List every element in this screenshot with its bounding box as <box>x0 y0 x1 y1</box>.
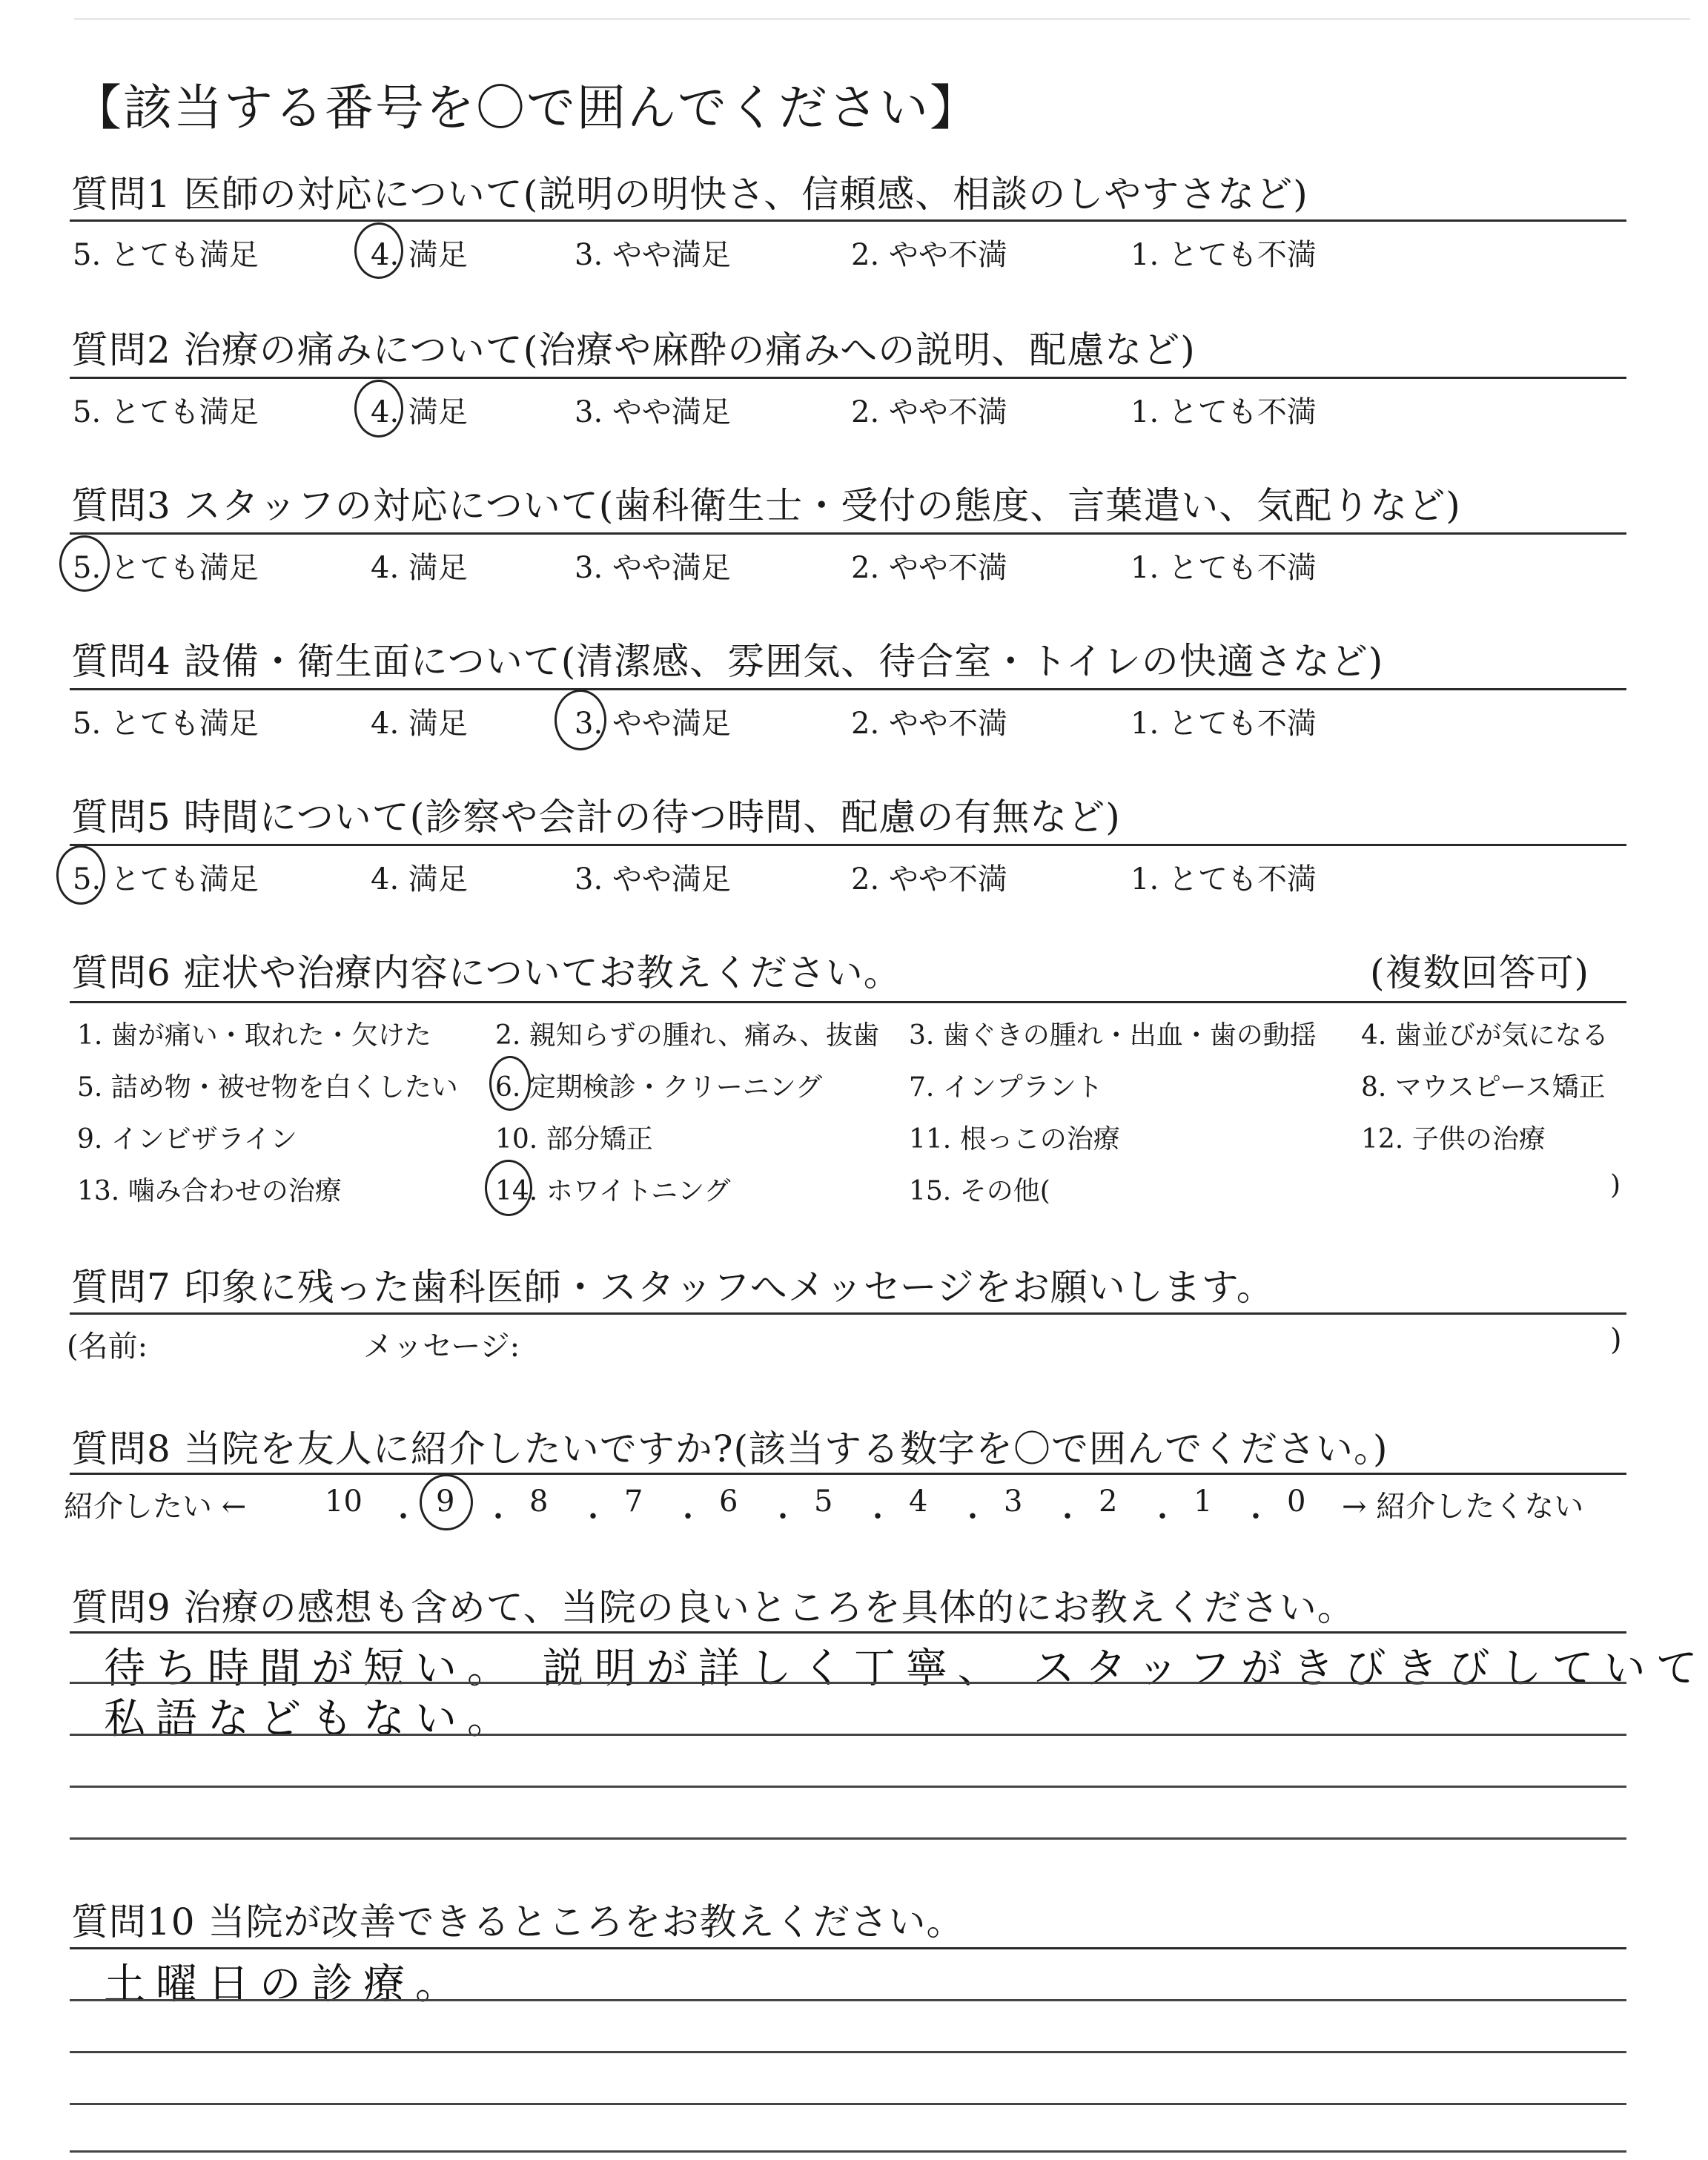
q2-option-3[interactable]: 3. やや満足 <box>575 395 731 429</box>
q1-selection-circle <box>354 222 403 279</box>
q6-item-3[interactable]: 3. 歯ぐきの腫れ・出血・歯の動揺 <box>909 1020 1317 1051</box>
q6-item-13[interactable]: 13. 噛み合わせの治療 <box>77 1176 342 1206</box>
q8-number-2[interactable]: 2 <box>1099 1484 1118 1519</box>
q8-separator: ・ <box>863 1500 893 1534</box>
question-5-label: 質問5 時間について(診察や会計の待つ時間、配慮の有無など) <box>71 796 1121 839</box>
question-6-note: (複数回答可) <box>1370 951 1590 994</box>
q9-answer-rule <box>70 1786 1626 1788</box>
q8-separator: ・ <box>958 1500 987 1534</box>
q1-option-4[interactable]: 4. 満足 <box>371 238 468 272</box>
question-3-label: 質問3 スタッフの対応について(歯科衛生士・受付の態度、言葉遣い、気配りなど) <box>71 484 1461 527</box>
q8-number-1[interactable]: 1 <box>1194 1484 1213 1519</box>
q5-selection-circle <box>56 845 105 905</box>
q8-number-6[interactable]: 6 <box>719 1484 738 1519</box>
q6-item-6[interactable]: 6. 定期検診・クリーニング <box>495 1072 823 1103</box>
q8-selection-circle <box>420 1474 473 1530</box>
q3-option-3[interactable]: 3. やや満足 <box>575 551 731 585</box>
q2-option-2[interactable]: 2. やや不満 <box>851 395 1007 429</box>
q5-option-2[interactable]: 2. やや不満 <box>851 862 1007 896</box>
q8-separator: ・ <box>1053 1500 1082 1534</box>
question-1-rule <box>70 219 1626 222</box>
question-7-rule <box>70 1312 1626 1315</box>
q3-option-2[interactable]: 2. やや不満 <box>851 551 1007 585</box>
q10-answer-rule <box>70 1999 1626 2001</box>
q2-option-4[interactable]: 4. 満足 <box>371 395 468 429</box>
q8-number-3[interactable]: 3 <box>1004 1484 1023 1519</box>
question-2-label: 質問2 治療の痛みについて(治療や麻酔の痛みへの説明、配慮など) <box>71 328 1196 371</box>
q3-option-5[interactable]: 5. とても満足 <box>73 551 259 585</box>
q5-option-1[interactable]: 1. とても不満 <box>1131 862 1317 896</box>
q6-item-15-close-paren: ) <box>1610 1170 1621 1200</box>
question-1-label: 質問1 医師の対応について(説明の明快さ、信頼感、相談のしやすさなど) <box>71 173 1308 216</box>
q6-item-14-selection-circle <box>485 1160 532 1216</box>
question-8-rule <box>70 1473 1626 1475</box>
q8-right-label: → 紹介したくない <box>1342 1490 1584 1524</box>
q6-item-6-selection-circle <box>489 1056 531 1111</box>
q8-separator: ・ <box>578 1500 608 1534</box>
page-top-edge <box>74 18 1690 20</box>
q10-answer-rule <box>70 2103 1626 2105</box>
q3-selection-circle <box>59 535 110 592</box>
q6-item-11[interactable]: 11. 根っこの治療 <box>909 1124 1120 1155</box>
q6-item-14[interactable]: 14. ホワイトニング <box>495 1176 731 1206</box>
question-6-rule <box>70 1001 1626 1003</box>
q6-item-15-other[interactable]: 15. その他( <box>909 1176 1050 1206</box>
question-9-label: 質問9 治療の感想も含めて、当院の良いところを具体的にお教えください。 <box>71 1586 1355 1629</box>
q10-answer-line-1[interactable]: 土曜日の診療。 <box>104 1961 467 2009</box>
q6-item-2[interactable]: 2. 親知らずの腫れ、痛み、抜歯 <box>495 1020 880 1051</box>
q4-option-3[interactable]: 3. やや満足 <box>575 707 731 741</box>
q4-option-2[interactable]: 2. やや不満 <box>851 707 1007 741</box>
q2-option-1[interactable]: 1. とても不満 <box>1131 395 1317 429</box>
q8-separator: ・ <box>768 1500 798 1534</box>
q4-option-1[interactable]: 1. とても不満 <box>1131 707 1317 741</box>
question-6-label: 質問6 症状や治療内容についてお教えください。 <box>71 951 901 994</box>
q6-item-12[interactable]: 12. 子供の治療 <box>1361 1124 1546 1155</box>
page-title: 【該当する番号を〇で囲んでください】 <box>73 79 980 136</box>
q1-option-3[interactable]: 3. やや満足 <box>575 238 731 272</box>
q8-number-8[interactable]: 8 <box>529 1484 549 1519</box>
question-5-rule <box>70 844 1626 846</box>
q9-answer-rule <box>70 1734 1626 1736</box>
q6-item-4[interactable]: 4. 歯並びが気になる <box>1361 1020 1609 1051</box>
q7-close-paren: ) <box>1610 1323 1622 1357</box>
question-8-label: 質問8 当院を友人に紹介したいですか?(該当する数字を〇で囲んでください。) <box>71 1427 1388 1470</box>
q7-message-label: メッセージ: <box>363 1330 520 1364</box>
q1-option-1[interactable]: 1. とても不満 <box>1131 238 1317 272</box>
q4-option-4[interactable]: 4. 満足 <box>371 707 468 741</box>
q2-selection-circle <box>354 380 403 437</box>
q8-separator: ・ <box>1241 1500 1271 1534</box>
q4-selection-circle <box>555 690 606 750</box>
question-10-rule <box>70 1947 1626 1949</box>
question-4-label: 質問4 設備・衛生面について(清潔感、雰囲気、待合室・トイレの快適さなど) <box>71 640 1384 683</box>
q6-item-9[interactable]: 9. インビザライン <box>77 1124 297 1155</box>
q6-item-10[interactable]: 10. 部分矯正 <box>495 1124 653 1155</box>
q9-answer-line-2[interactable]: 私語などもない。 <box>104 1695 519 1743</box>
q1-option-5[interactable]: 5. とても満足 <box>73 238 259 272</box>
question-7-label: 質問7 印象に残った歯科医師・スタッフへメッセージをお願いします。 <box>71 1266 1274 1309</box>
q6-item-8[interactable]: 8. マウスピース矯正 <box>1361 1072 1606 1103</box>
q8-number-10[interactable]: 10 <box>325 1484 363 1519</box>
q1-option-2[interactable]: 2. やや不満 <box>851 238 1007 272</box>
q4-option-5[interactable]: 5. とても満足 <box>73 707 259 741</box>
q8-separator: ・ <box>483 1500 513 1534</box>
q8-separator: ・ <box>1148 1500 1177 1534</box>
q6-item-5[interactable]: 5. 詰め物・被せ物を白くしたい <box>77 1072 458 1103</box>
q7-name-label: (名前: <box>67 1330 148 1364</box>
question-9-rule <box>70 1631 1626 1634</box>
q5-option-5[interactable]: 5. とても満足 <box>73 862 259 896</box>
q8-number-7[interactable]: 7 <box>624 1484 643 1519</box>
q3-option-1[interactable]: 1. とても不満 <box>1131 551 1317 585</box>
q5-option-4[interactable]: 4. 満足 <box>371 862 468 896</box>
q6-item-1[interactable]: 1. 歯が痛い・取れた・欠けた <box>77 1020 431 1051</box>
q10-answer-rule <box>70 2051 1626 2053</box>
q6-item-7[interactable]: 7. インプラント <box>909 1072 1103 1103</box>
q10-answer-rule <box>70 2150 1626 2153</box>
q9-answer-rule <box>70 1837 1626 1840</box>
q9-answer-line-1[interactable]: 待ち時間が短い。 説明が詳しく丁寧、 スタッフがきびきびしていて <box>104 1645 1708 1693</box>
q5-option-3[interactable]: 3. やや満足 <box>575 862 731 896</box>
q3-option-4[interactable]: 4. 満足 <box>371 551 468 585</box>
question-4-rule <box>70 688 1626 690</box>
q8-number-5[interactable]: 5 <box>814 1484 833 1519</box>
q9-answer-rule <box>70 1682 1626 1684</box>
q8-number-0[interactable]: 0 <box>1287 1484 1306 1519</box>
question-3-rule <box>70 532 1626 535</box>
q8-number-9[interactable]: 9 <box>436 1484 455 1519</box>
q8-separator: ・ <box>388 1500 418 1534</box>
q8-left-label: 紹介したい ← <box>64 1490 247 1524</box>
q2-option-5[interactable]: 5. とても満足 <box>73 395 259 429</box>
question-10-label: 質問10 当院が改善できるところをお教えください。 <box>71 1900 964 1943</box>
q8-number-4[interactable]: 4 <box>909 1484 928 1519</box>
question-2-rule <box>70 377 1626 379</box>
q8-separator: ・ <box>673 1500 703 1534</box>
